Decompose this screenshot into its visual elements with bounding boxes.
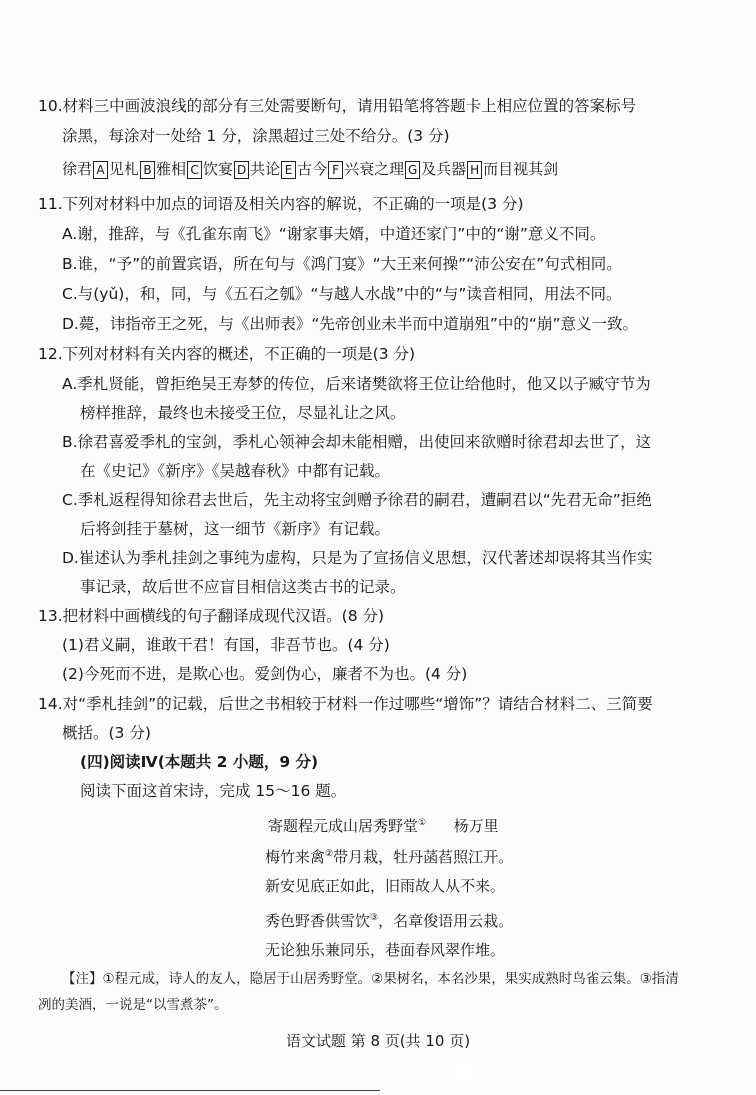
q11-stem: 11.下列对材料中加点的词语及相关内容的解说，不正确的一项是(3 分)	[38, 195, 524, 213]
q10-seg-4: 饮宴	[203, 160, 234, 178]
q12-option-a-line1: A.季札贤能，曾拒绝吴王寿梦的传位，后来诸樊欲将王位让给他时，他又以子臧守节为	[62, 375, 651, 393]
q11-option-c: C.与(yǔ)，和，同，与《五石之瓠》“与越人水战”中的“与”读音相同，用法不同。	[62, 285, 622, 303]
q10-box-d[interactable]: D	[234, 161, 249, 179]
poem-title: 寄题程元成山居秀野堂	[268, 817, 419, 835]
section-4-intro: 阅读下面这首宋诗，完成 15～16 题。	[80, 782, 347, 800]
poem-notes-line1: 【注】①程元成，诗人的友人，隐居于山居秀野堂。②果树名，本名沙果，果实成熟时鸟雀云集。③指清	[62, 971, 679, 987]
page-footer: 语文试题 第 8 页(共 10 页)	[285, 1032, 471, 1050]
q10-seg-2: 见札	[109, 160, 140, 178]
poem-line-1-note: ②	[325, 849, 334, 859]
q10-box-f[interactable]: F	[328, 161, 343, 179]
q10-box-c[interactable]: C	[187, 161, 202, 179]
poem-author: 杨万里	[453, 817, 499, 835]
q10-box-e[interactable]: E	[281, 161, 296, 179]
q10-seg-5: 共论	[250, 160, 281, 178]
q11-option-d: D.薨，讳指帝王之死，与《出师表》“先帝创业未半而中道崩殂”中的“崩”意义一致。	[62, 315, 638, 333]
poem-line-4: 无论独乐兼同乐，巷面春风翠作堆。	[265, 941, 506, 959]
q11-option-a: A.谢，推辞，与《孔雀东南飞》“谢家事夫婿，中道还家门”中的“谢”意义不同。	[62, 225, 606, 243]
q10-box-b[interactable]: B	[140, 161, 155, 179]
poem-line-1	[265, 843, 513, 868]
poem-line-1a: 梅竹来禽	[265, 848, 326, 866]
poem-notes-line2: 冽的美酒，一说是“以雪煮茶”。	[38, 997, 228, 1013]
q12-option-c-line2: 后将剑挂于墓树，这一细节《新序》有记载。	[80, 520, 391, 538]
q10-sentence	[62, 158, 558, 180]
poem-line-1b: 带月栽，牡丹菡萏照江开。	[333, 848, 514, 866]
q10-seg-8: 及兵器	[421, 160, 467, 178]
q10-line2: 涂黑，每涂对一处给 1 分，涂黑超过三处不给分。(3 分)	[62, 127, 450, 145]
q13-sentence-2: (2)今死而不进，是欺心也。爱剑伪心，廉者不为也。(4 分)	[62, 665, 468, 683]
q11-option-b: B.谁，“予”的前置宾语，所在句与《鸿门宴》“大王来何操”“沛公安在”句式相同。	[62, 255, 622, 273]
q10-box-h[interactable]: H	[467, 161, 482, 179]
q10-box-a[interactable]: A	[93, 161, 108, 179]
q13-sentence-1: (1)君义嗣，谁敢干君！有国，非吾节也。(4 分)	[62, 636, 390, 654]
q12-stem: 12.下列对材料有关内容的概述，不正确的一项是(3 分)	[38, 345, 416, 363]
poem-line-3-note: ③	[370, 913, 379, 923]
scan-glare	[426, 1052, 506, 1092]
q10-box-g[interactable]: G	[405, 161, 420, 179]
q12-option-a-line2: 榜样推辞，最终也未接受王位，尽显礼让之风。	[80, 404, 406, 422]
poem-line-3a: 秀色野香供雪饮	[265, 912, 371, 930]
bottom-divider	[0, 1090, 380, 1091]
q12-option-b-line1: B.徐君喜爱季札的宝剑，季札心领神会却未能相赠，出使回来欲赠时徐君却去世了，这	[62, 433, 652, 451]
q10-line1: 10.材料三中画波浪线的部分有三处需要断句，请用铅笔将答题卡上相应位置的答案标号	[38, 97, 637, 115]
poem-line-3	[265, 907, 513, 932]
q12-option-b-line2: 在《史记》《新序》《吴越春秋》中都有记载。	[80, 462, 391, 480]
poem-title-note: ①	[418, 818, 427, 828]
poem-line-2: 新安见底正如此，旧雨故人从不来。	[265, 877, 506, 895]
q12-option-d-line2: 事记录，故后世不应盲目相信这类古书的记录。	[80, 578, 406, 596]
q10-seg-6: 古今	[297, 160, 328, 178]
q12-option-d-line1: D.崔述认为季札挂剑之事纯为虚构，只是为了宣扬信义思想，汉代著述却误将其当作实	[62, 549, 653, 567]
q10-seg-3: 雅相	[156, 160, 187, 178]
section-4-heading: (四)阅读Ⅳ(本题共 2 小题，9 分)	[80, 753, 319, 771]
q10-seg-9: 而目视其剑	[483, 160, 559, 178]
q14-line2: 概括。(3 分)	[62, 724, 151, 742]
q10-seg-1: 徐君	[62, 160, 93, 178]
q13-stem: 13.把材料中画横线的句子翻译成现代汉语。(8 分)	[38, 607, 385, 625]
q14-line1: 14.对“季札挂剑”的记载，后世之书相较于材料一作过哪些“增饰”？请结合材料二、三简要	[38, 695, 653, 713]
poem-title-line	[268, 812, 499, 837]
poem-line-3b: ，名章俊语用云栽。	[378, 912, 514, 930]
q12-option-c-line1: C.季札返程得知徐君去世后，先主动将宝剑赠予徐君的嗣君，遭嗣君以“先君无命”拒绝	[62, 491, 652, 509]
q10-seg-7: 兴衰之理	[344, 160, 405, 178]
